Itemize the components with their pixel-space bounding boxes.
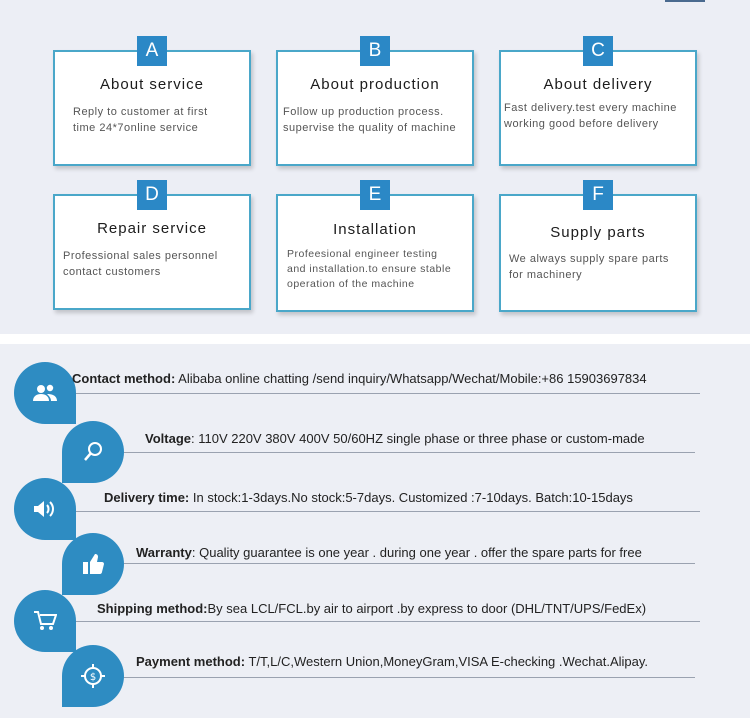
row-label: Payment method: [136,654,246,669]
card-desc-line: working good before delivery [504,118,659,130]
card-about-service [53,40,251,166]
card-desc [283,104,456,136]
card-desc-line: Reply to customer at first [73,106,208,118]
card-title: Repair service [97,220,207,237]
card-badge: C [583,36,613,66]
section-divider [0,334,750,344]
card-badge: E [360,180,390,210]
card-title: About production [310,76,440,93]
card-badge: F [583,180,613,210]
card-title: About delivery [543,76,653,93]
thumbs-up-icon [62,533,124,595]
card-badge: D [137,180,167,210]
card-installation [276,184,474,312]
row-divider [70,511,700,512]
card-desc-line: time 24*7online service [73,122,199,134]
card-desc [504,100,677,132]
card-desc-line: contact customers [63,266,161,278]
card-desc-line: Professional sales personnel [63,250,218,262]
money-target-icon [62,645,124,707]
row-delivery-time [104,490,633,505]
card-title: Supply parts [550,224,646,241]
row-label: Shipping method: [97,601,208,616]
row-value: In stock:1-3days.No stock:5-7days. Customized :7-10days. Batch:10-15days [189,490,633,505]
row-divider [120,452,695,453]
cart-icon [14,590,76,652]
card-desc [73,104,208,136]
row-label: Warranty [136,545,192,560]
row-payment [136,654,648,669]
card-desc [63,248,218,280]
row-divider [120,677,695,678]
card-desc-line: Fast delivery.test every machine [504,102,677,114]
card-desc-line: operation of the machine [287,278,415,290]
card-desc-line: Follow up production process. [283,106,444,118]
card-desc [509,251,669,283]
card-desc-line: We always supply spare parts [509,253,669,265]
card-title: About service [100,76,204,93]
row-divider [70,393,700,394]
card-badge: B [360,36,390,66]
card-badge: A [137,36,167,66]
speaker-icon [14,478,76,540]
search-icon [62,421,124,483]
row-shipping [97,601,646,616]
card-supply-parts [499,184,697,312]
row-label: Delivery time: [104,490,190,505]
row-label: Contact method: [72,371,176,386]
row-warranty [136,545,642,560]
row-voltage [145,431,645,446]
row-value: By sea LCL/FCL.by air to airport .by express to door (DHL/TNT/UPS/FedEx) [207,601,647,616]
corner-line [665,0,705,2]
card-title: Installation [333,221,417,238]
row-divider [120,563,695,564]
card-desc [287,247,451,292]
card-desc-line: Profeesional engineer testing [287,248,438,260]
card-desc-line: for machinery [509,269,583,281]
card-desc-line: supervise the quality of machine [283,122,457,134]
row-value: Alibaba online chatting /send inquiry/Whatsapp/Wechat/Mobile:+86 15903697834 [175,371,647,386]
row-value: T/T,L/C,Western Union,MoneyGram,VISA E-checking .Wechat.Alipay. [245,654,649,669]
row-value: : 110V 220V 380V 400V 50/60HZ single phase or three phase or custom-made [191,431,645,446]
card-about-production [276,40,474,166]
card-desc-line: and installation.to ensure stable [287,263,452,275]
card-about-delivery [499,40,697,166]
row-contact [72,371,647,386]
svg-text:$: $ [89,672,97,683]
row-divider [70,621,700,622]
row-label: Voltage [145,431,191,446]
row-value: : Quality guarantee is one year . during one year . offer the spare parts for free [191,545,642,560]
users-icon [14,362,76,424]
card-repair-service [53,184,251,310]
